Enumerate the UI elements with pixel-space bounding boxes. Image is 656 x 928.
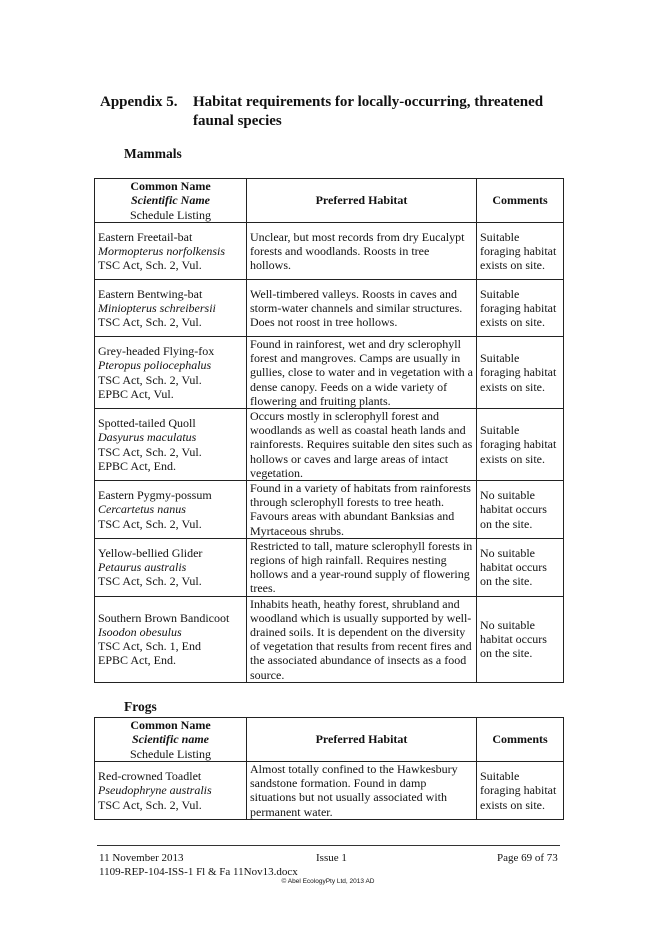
header-scientific-name: Scientific name <box>132 732 209 747</box>
mammals-table-body <box>95 223 564 683</box>
footer-document-reference: 1109-REP-104-ISS-1 Fl & Fa 11Nov13.docx <box>99 866 298 878</box>
table-row <box>95 481 564 539</box>
habitat-cell: Inhabits heath, heathy forest, shrubland and woodland which is usually supported by well-drained soils. It is dependent on the diversity of vegetation that results from recent fires and the associated abundance of insects as a food source. <box>247 596 477 682</box>
header-schedule-listing: Schedule Listing <box>130 207 211 222</box>
scientific-name: Mormopterus norfolkensis <box>98 243 225 258</box>
footer-divider <box>97 845 560 846</box>
comments-cell: Suitable foraging habitat exists on site. <box>477 223 564 280</box>
common-name: Southern Brown Bandicoot <box>98 610 230 625</box>
habitat-cell: Found in a variety of habitats from rainforests through sclerophyll forests to tree heath. Favours areas with abundant Banksias and Myrtaceous shrubs. <box>247 481 477 539</box>
schedule-listing: TSC Act, Sch. 2, Vul. <box>98 372 202 387</box>
column-header-species <box>95 718 247 762</box>
species-cell <box>95 762 247 820</box>
schedule-listing: TSC Act, Sch. 2, Vul. <box>98 444 202 459</box>
column-header-comments: Comments <box>477 718 564 762</box>
common-name: Spotted-tailed Quoll <box>98 416 196 431</box>
comments-cell: Suitable foraging habitat exists on site. <box>477 280 564 337</box>
mammals-table <box>94 178 564 683</box>
table-row <box>95 337 564 409</box>
comments-cell: No suitable habitat occurs on the site. <box>477 481 564 539</box>
scientific-name: Petaurus australis <box>98 560 187 575</box>
habitat-cell: Well-timbered valleys. Roosts in caves and storm-water channels and similar structures. Does not roost in tree hollows. <box>247 280 477 337</box>
comments-cell: Suitable foraging habitat exists on site. <box>477 409 564 481</box>
species-cell <box>95 409 247 481</box>
comments-cell: Suitable foraging habitat exists on site. <box>477 762 564 820</box>
common-name: Yellow-bellied Glider <box>98 545 203 560</box>
habitat-cell: Almost totally confined to the Hawkesbury sandstone formation. Found in damp situations but not usually associated with permanent water. <box>247 762 477 820</box>
comments-cell: Suitable foraging habitat exists on site. <box>477 337 564 409</box>
species-cell <box>95 280 247 337</box>
schedule-listing: TSC Act, Sch. 2, Vul. <box>98 574 202 589</box>
column-header-habitat: Preferred Habitat <box>247 179 477 223</box>
table-row <box>95 223 564 280</box>
frogs-heading: Frogs <box>124 699 157 714</box>
species-cell <box>95 596 247 682</box>
scientific-name: Pseudophryne australis <box>98 783 212 798</box>
footer-issue: Issue 1 <box>316 852 347 864</box>
header-schedule-listing: Schedule Listing <box>130 746 211 761</box>
scientific-name: Miniopterus schreibersii <box>98 300 216 315</box>
column-header-species <box>95 179 247 223</box>
frogs-table <box>94 717 564 820</box>
common-name: Red-crowned Toadlet <box>98 769 202 784</box>
schedule-listing: EPBC Act, End. <box>98 458 177 473</box>
habitat-cell: Restricted to tall, mature sclerophyll forests in regions of high rainfall. Requires nesting hollows and a year-round supply of flowering trees. <box>247 538 477 596</box>
species-cell <box>95 223 247 280</box>
scientific-name: Isoodon obesulus <box>98 625 182 640</box>
table-row <box>95 409 564 481</box>
table-row <box>95 596 564 682</box>
column-header-habitat: Preferred Habitat <box>247 718 477 762</box>
column-header-comments: Comments <box>477 179 564 223</box>
header-common-name: Common Name <box>130 179 211 194</box>
scientific-name: Cercartetus nanus <box>98 502 186 517</box>
species-cell <box>95 538 247 596</box>
schedule-listing: TSC Act, Sch. 2, Vul. <box>98 516 202 531</box>
header-scientific-name: Scientific Name <box>131 193 210 208</box>
scientific-name: Pteropus poliocephalus <box>98 358 212 373</box>
schedule-listing: TSC Act, Sch. 2, Vul. <box>98 258 202 273</box>
footer-copyright: © Abel EcologyPty Ltd, 2013 AD <box>281 878 375 885</box>
table-header-row <box>95 718 564 762</box>
appendix-number: Appendix 5. <box>100 94 178 110</box>
habitat-cell: Found in rainforest, wet and dry sclerophyll forest and mangroves. Camps are usually in gullies, close to water and in vegetation with a dense canopy. Feeds on a wide variety of flowering and fruiting plants. <box>247 337 477 409</box>
appendix-title-text: Habitat requirements for locally-occurring, threatened faunal species <box>193 94 544 129</box>
footer-page-number: Page 69 of 73 <box>497 852 558 864</box>
comments-cell: No suitable habitat occurs on the site. <box>477 596 564 682</box>
footer-date: 11 November 2013 <box>99 852 184 864</box>
habitat-cell: Unclear, but most records from dry Eucalypt forests and woodlands. Roosts in tree hollows. <box>247 223 477 280</box>
scientific-name: Dasyurus maculatus <box>98 430 197 445</box>
common-name: Eastern Bentwing-bat <box>98 286 203 301</box>
species-cell <box>95 337 247 409</box>
table-row <box>95 538 564 596</box>
common-name: Eastern Pygmy-possum <box>98 488 212 503</box>
species-cell <box>95 481 247 539</box>
schedule-listing: TSC Act, Sch. 1, End <box>98 639 202 654</box>
comments-cell: No suitable habitat occurs on the site. <box>477 538 564 596</box>
mammals-heading: Mammals <box>124 146 182 161</box>
table-row <box>95 280 564 337</box>
table-row <box>95 762 564 820</box>
schedule-listing: EPBC Act, End. <box>98 653 177 668</box>
common-name: Eastern Freetail-bat <box>98 229 193 244</box>
schedule-listing: EPBC Act, Vul. <box>98 386 174 401</box>
habitat-cell: Occurs mostly in sclerophyll forest and woodlands as well as coastal heath lands and rainforests. Requires suitable den sites such as hollows or caves and large areas of intact vegetation. <box>247 409 477 481</box>
schedule-listing: TSC Act, Sch. 2, Vul. <box>98 315 202 330</box>
table-header-row <box>95 179 564 223</box>
common-name: Grey-headed Flying-fox <box>98 344 215 359</box>
schedule-listing: TSC Act, Sch. 2, Vul. <box>98 797 202 812</box>
header-common-name: Common Name <box>130 718 211 733</box>
frogs-table-body <box>95 762 564 820</box>
